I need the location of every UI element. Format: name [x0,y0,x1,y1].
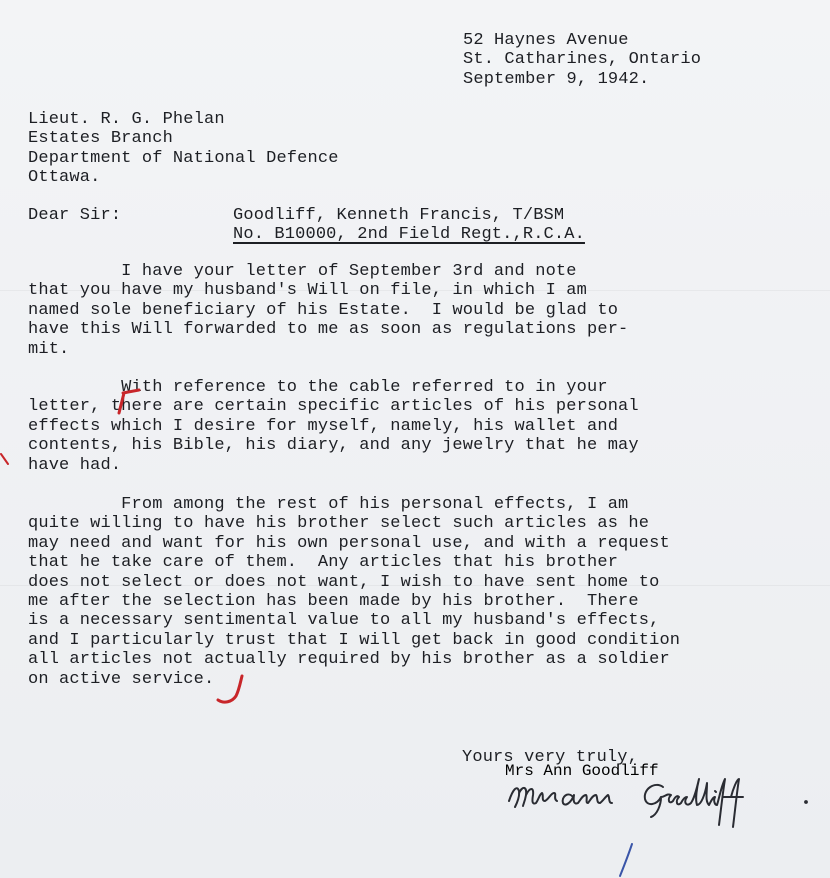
text-line: is a necessary sentimental value to all my husband's effects, [28,611,660,631]
text-line: and I particularly trust that I will get back in good condition [28,630,681,650]
text-line: all articles not actually required by his brother as a soldier [28,650,670,670]
sender-city: St. Catharines, Ontario [463,50,702,70]
text-line: From among the rest of his personal effects, I am [28,495,629,514]
closing: Yours very truly, [462,748,638,767]
text-line: may need and want for his own personal use, and with a request [28,533,670,553]
sender-street: 52 Haynes Avenue [463,31,629,50]
text-line: mit. [28,339,70,359]
red-check-mark [95,385,155,425]
paragraph-3 [28,495,680,689]
text-line: I have your letter of September 3rd and note [28,262,577,281]
text-line: quite willing to have his brother select such articles as he [28,514,650,534]
text-line: letter, there are certain specific articles of his personal [28,397,639,417]
text-line: contents, his Bible, his diary, and any jewelry that he may [28,436,639,456]
letter-date: September 9, 1942. [463,69,650,89]
recipient-line: Lieut. R. G. Phelan [28,110,225,129]
sender-address [463,31,701,89]
text-line: me after the selection has been made by his brother. There [28,592,639,612]
red-check-mark [206,670,256,710]
red-margin-tick [0,450,14,474]
salutation: Dear Sir: [28,206,122,225]
text-line: have this Will forwarded to me as soon as regulations per- [28,320,629,340]
text-line: effects which I desire for myself, namely, his wallet and [28,416,619,436]
recipient-line: Estates Branch [28,129,173,149]
subject-line: Goodliff, Kenneth Francis, T/BSM [233,206,565,225]
subject-reference [233,206,585,245]
subject-line-underlined: No. B10000, 2nd Field Regt.,R.C.A. [233,225,585,245]
text-line: have had. [28,455,122,475]
recipient-line: Ottawa. [28,168,101,188]
blue-pen-stroke [610,840,640,878]
text-line: With reference to the cable referred to in your [28,378,608,397]
signature-text: Mrs Ann Goodliff [505,762,659,780]
paragraph-1 [28,262,628,359]
handwritten-signature [505,762,815,835]
text-line: named sole beneficiary of his Estate. I would be glad to [28,300,619,320]
recipient-address [28,110,339,188]
recipient-line: Department of National Defence [28,148,339,168]
text-line: that he take care of them. Any articles that his brother [28,553,619,573]
text-line: that you have my husband's Will on file, in which I am [28,281,587,301]
text-line: on active service. [28,669,215,689]
text-line: does not select or does not want, I wish to have sent home to [28,572,660,592]
